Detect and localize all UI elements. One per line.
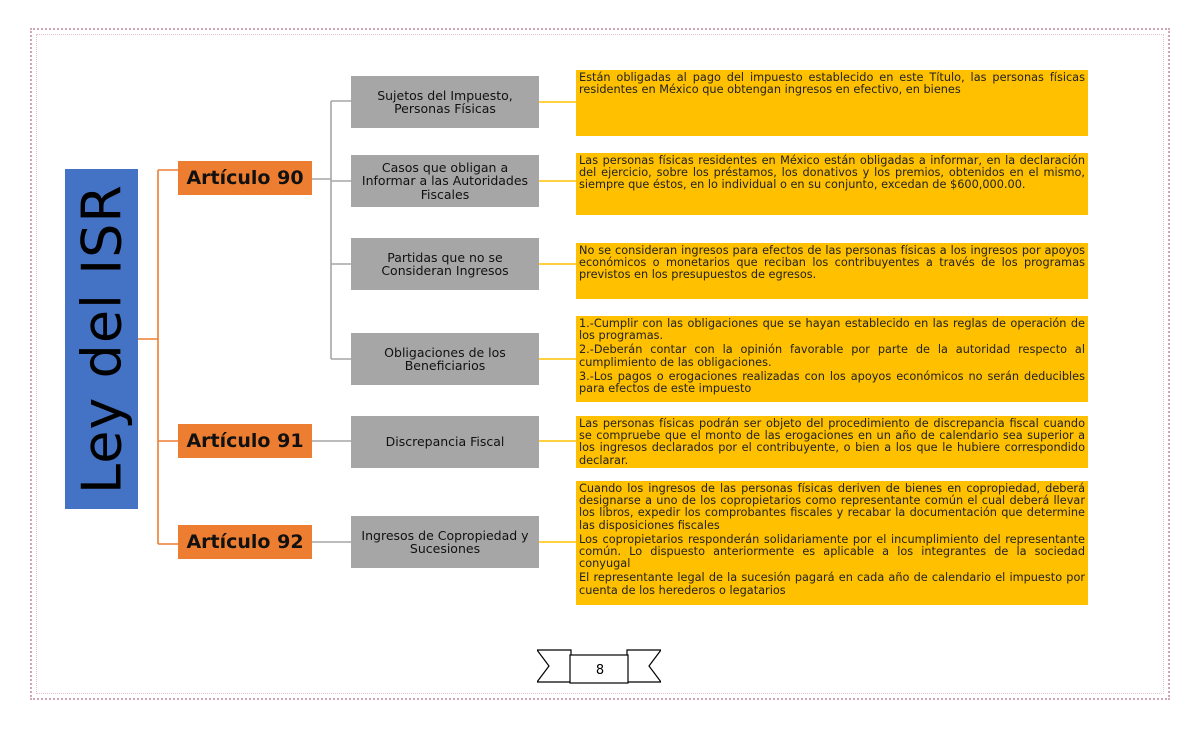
description-item: El representante legal de la sucesión pagará en cada año de calendario el impuesto por cuenta de los herederos o legatarios <box>579 571 1085 597</box>
description-sujetos <box>576 70 1088 136</box>
description-text: No se consideran ingresos para efectos de las personas físicas a los ingresos por apoyos económicos o monetarios que reciban los contribuyentes a través de los programas previstos en los presupuestos de egresos. <box>579 244 1085 282</box>
article-92-box: Artículo 92 <box>178 525 312 559</box>
description-text: Las personas físicas podrán ser objeto del procedimiento de discrepancia fiscal cuando se compruebe que el monto de las erogaciones en un año de calendario sea superior a los ingresos declarados por el contribuyente, o bien a los que le hubiere correspondido declarar. <box>579 417 1085 467</box>
page-number: 8 <box>595 662 605 678</box>
topic-connectors <box>539 102 576 542</box>
description-item: Los copropietarios responderán solidariamente por el incumplimiento del representante común. Lo dispuesto anteriormente es aplicable a los integrantes de la sociedad conyugal <box>579 532 1085 571</box>
description-text: Las personas físicas residentes en México están obligadas a informar, en la declaración del ejercicio, sobre los préstamos, los donativos y los premios, obtenidos en el mismo, siempre que éstos, en lo individual o en su conjunto, excedan de $600,000.00. <box>579 154 1085 192</box>
topic-obligaciones: Obligaciones de los Beneficiarios <box>351 333 539 385</box>
description-item: 1.-Cumplir con las obligaciones que se hayan establecido en las reglas de operación de los programas. <box>579 317 1085 343</box>
description-casos-informar <box>576 153 1088 215</box>
title-connectors <box>138 170 178 544</box>
topic-copropiedad: Ingresos de Copropiedad y Sucesiones <box>351 516 539 568</box>
topic-sujetos: Sujetos del Impuesto, Personas Físicas <box>351 76 539 128</box>
description-partidas <box>576 243 1088 299</box>
topic-casos-informar: Casos que obligan a Informar a las Autoridades Fiscales <box>351 155 539 207</box>
description-copropiedad <box>576 481 1088 605</box>
topic-partidas: Partidas que no se Consideran Ingresos <box>351 238 539 290</box>
description-item: 2.-Deberán contar con la opinión favorable por parte de la autoridad respecto al cumplimiento de las obligaciones. <box>579 343 1085 369</box>
main-title-box <box>65 169 138 509</box>
description-item: 3.-Los pagos o erogaciones realizadas con los apoyos económicos no serán deducibles para efectos de este impuesto <box>579 369 1085 395</box>
description-text: Están obligadas al pago del impuesto establecido en este Título, las personas físicas residentes en México que obtengan ingresos en efectivo, en bienes <box>579 71 1085 97</box>
article-connectors <box>312 101 351 542</box>
main-title: Ley del ISR <box>70 184 133 494</box>
description-discrepancia <box>576 416 1088 468</box>
description-item: Cuando los ingresos de las personas físicas deriven de bienes en copropiedad, deberá designarse a uno de los copropietarios como representante común el cual deberá llevar los libros, expedir los comprobantes fiscales y recabar la documentación que determine las disposiciones fiscales <box>579 482 1085 532</box>
topic-discrepancia: Discrepancia Fiscal <box>351 416 539 468</box>
article-91-box: Artículo 91 <box>178 424 312 458</box>
article-90-box: Artículo 90 <box>178 161 312 195</box>
description-obligaciones <box>576 316 1088 402</box>
